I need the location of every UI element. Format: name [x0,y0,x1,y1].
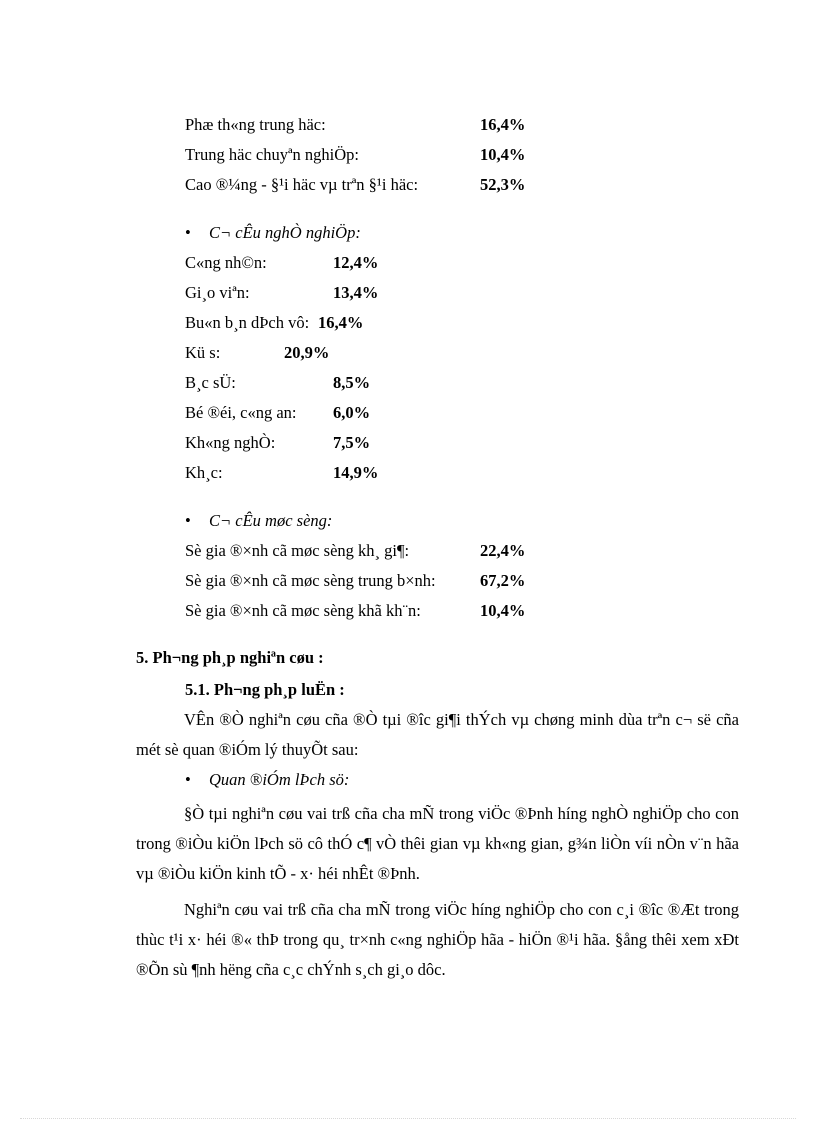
paragraph-text: §Ò tµi nghiªn cøu vai trß cña cha mÑ trong viÖc ®Þnh híng nghÒ nghiÖp cho con trong ®iÒu kiÖn lÞch sö cô thÓ c¶ vÒ thêi gian vµ kh«ng gian, g¾n liÒn víi nÒn v¨n hãa vµ ®iÒu kiÖn kinh tÕ - x· héi nhÊt ®Þnh. [136,804,739,883]
bullet-icon: • [185,770,191,789]
stat-row [185,601,545,621]
stat-row [185,175,545,195]
stat-row [185,433,405,453]
section-5-title: 5. Ph¬ng ph¸p nghiªn cøu : [136,648,324,667]
paragraph [136,799,739,889]
stat-row [185,463,405,483]
stat-row [185,115,545,135]
stat-row [185,571,545,591]
stat-label: Kü s: [185,343,221,362]
stat-value: 8,5% [333,373,371,392]
stat-label: Bé ®éi, c«ng an: [185,403,297,422]
history-bullet [185,770,485,790]
stat-row [185,373,405,393]
paragraph-text: Nghiªn cøu vai trß cña cha mÑ trong viÖc híng nghiÖp cho con c¸i ®îc ®Æt trong thùc t¹i x· héi ®« thÞ trong qu¸ tr×nh c«ng nghiÖp hãa - hiÖn ®¹i hãa. §ång thêi xem xÐt ®Õn sù ¶nh hëng cña c¸c chÝnh s¸ch gi¸o dôc. [136,900,739,979]
stat-value: 13,4% [333,283,379,302]
stat-label: Cao ®¼ng - §¹i häc vµ trªn §¹i häc: [185,175,419,194]
stat-value: 7,5% [333,433,371,452]
stat-row [185,403,405,423]
living-bullet [185,511,485,531]
bullet-icon: • [185,223,191,242]
stat-value: 12,4% [333,253,379,272]
page-bottom-border [20,1118,796,1119]
stat-label: C«ng nh©n: [185,253,267,272]
stat-row [185,541,545,561]
stat-label: Kh«ng nghÒ: [185,433,276,452]
stat-label: B¸c sÜ: [185,373,236,392]
stat-label: Sè gia ®×nh cã møc sèng kh¸ gi¶: [185,541,410,560]
stat-value: 16,4% [318,313,364,332]
history-heading: Quan ®iÓm lÞch sö: [209,770,350,789]
stat-value: 20,9% [284,343,330,362]
stat-label: Sè gia ®×nh cã møc sèng trung b×nh: [185,571,436,590]
occupation-bullet [185,223,485,243]
stat-row [185,145,545,165]
paragraph-text: VÊn ®Ò nghiªn cøu cña ®Ò tµi ®îc gi¶i thÝch vµ chøng minh dùa trªn c¬ së cña mét sè quan ®iÓm lý thuyÕt sau: [136,710,739,759]
stat-label: Kh¸c: [185,463,223,482]
stat-value: 6,0% [333,403,371,422]
living-heading: C¬ cÊu møc sèng: [209,511,333,530]
stat-value: 67,2% [480,571,526,590]
stat-label: Trung häc chuyªn nghiÖp: [185,145,359,164]
paragraph [136,895,739,985]
stat-label: Bu«n b¸n dÞch vô: [185,313,310,332]
stat-value: 16,4% [480,115,526,134]
stat-label: Sè gia ®×nh cã møc sèng khã kh¨n: [185,601,421,620]
section-5-1-title: 5.1. Ph¬ng ph¸p luËn : [185,680,345,699]
stat-value: 22,4% [480,541,526,560]
paragraph [136,705,739,765]
stat-row [185,313,405,333]
occupation-heading: C¬ cÊu nghÒ nghiÖp: [209,223,361,242]
stat-row [185,343,405,363]
bullet-icon: • [185,511,191,530]
stat-label: Gi¸o viªn: [185,283,250,302]
stat-value: 52,3% [480,175,526,194]
stat-row [185,283,405,303]
stat-row [185,253,405,273]
stat-label: Phæ th«ng trung häc: [185,115,326,134]
stat-value: 10,4% [480,601,526,620]
stat-value: 10,4% [480,145,526,164]
stat-value: 14,9% [333,463,379,482]
